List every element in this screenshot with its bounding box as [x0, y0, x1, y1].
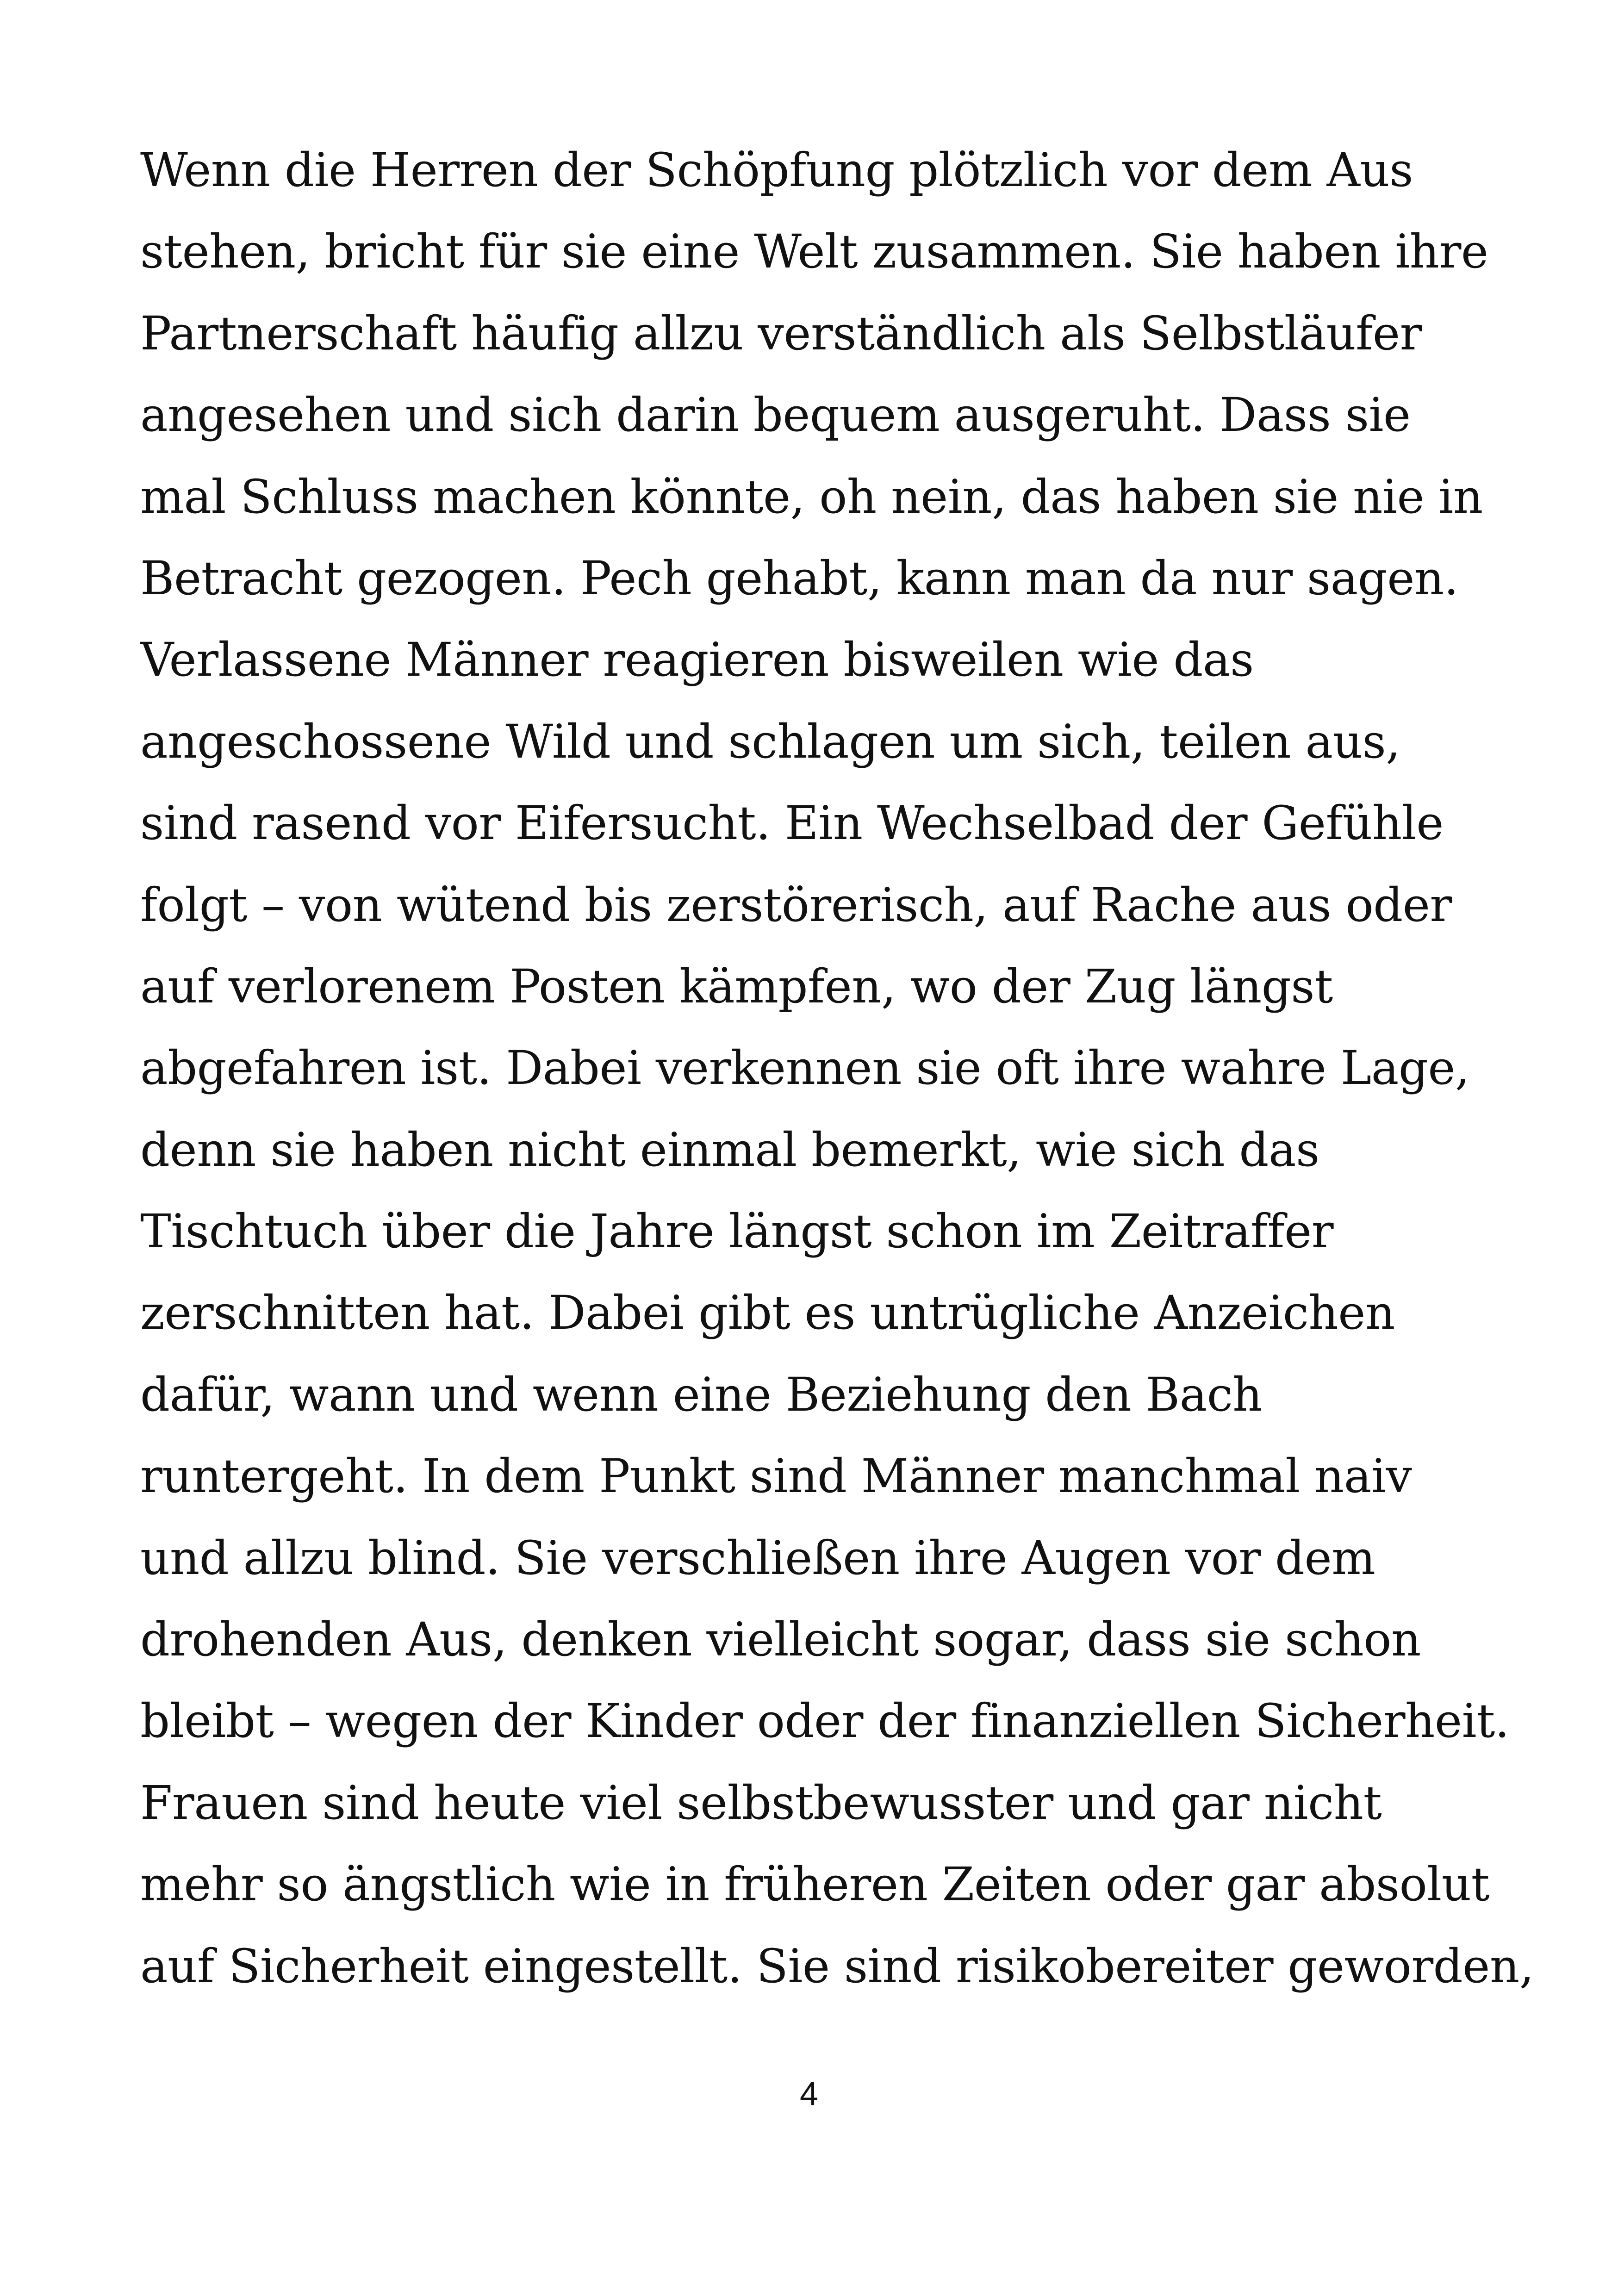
text-line: drohenden Aus, denken vielleicht sogar, dass sie schon [140, 1612, 1421, 1667]
text-line: mehr so ängstlich wie in früheren Zeiten oder gar absolut [140, 1857, 1490, 1912]
text-line: denn sie haben nicht einmal bemerkt, wie sich das [140, 1122, 1319, 1177]
text-line: und allzu blind. Sie verschließen ihre Augen vor dem [140, 1531, 1375, 1585]
text-line: runtergeht. In dem Punkt sind Männer manchmal naiv [140, 1449, 1412, 1504]
text-line: dafür, wann und wenn eine Beziehung den Bach [140, 1367, 1263, 1422]
text-line: zerschnitten hat. Dabei gibt es untrügliche Anzeichen [140, 1286, 1395, 1340]
body-paragraph [140, 130, 1534, 2007]
text-line: angeschossene Wild und schlagen um sich, teilen aus, [140, 714, 1400, 769]
text-line: Frauen sind heute viel selbstbewusster und gar nicht [140, 1775, 1382, 1830]
text-line: sind rasend vor Eifersucht. Ein Wechselbad der Gefühle [140, 796, 1444, 851]
page-number: 4 [799, 2076, 819, 2113]
text-line: abgefahren ist. Dabei verkennen sie oft ihre wahre Lage, [140, 1041, 1470, 1095]
text-line: angesehen und sich darin bequem ausgeruht. Dass sie [140, 388, 1411, 442]
text-line: Betracht gezogen. Pech gehabt, kann man da nur sagen. [140, 551, 1459, 605]
text-line: mal Schluss machen könnte, oh nein, das haben sie nie in [140, 469, 1483, 524]
text-line: Tischtuch über die Jahre längst schon im Zeitraffer [140, 1204, 1334, 1259]
text-line: folgt – von wütend bis zerstörerisch, auf Rache aus oder [140, 877, 1452, 932]
text-line: auf verlorenem Posten kämpfen, wo der Zug längst [140, 959, 1333, 1014]
text-line: bleibt – wegen der Kinder oder der finanziellen Sicherheit. [140, 1694, 1510, 1748]
text-line: stehen, bricht für sie eine Welt zusammen. Sie haben ihre [140, 224, 1488, 279]
text-line: Verlassene Männer reagieren bisweilen wie das [140, 633, 1254, 687]
text-line: Wenn die Herren der Schöpfung plötzlich vor dem Aus [140, 143, 1413, 197]
text-line: auf Sicherheit eingestellt. Sie sind risikobereiter geworden, [140, 1939, 1534, 1993]
text-line: Partnerschaft häufig allzu verständlich als Selbstläufer [140, 306, 1422, 361]
